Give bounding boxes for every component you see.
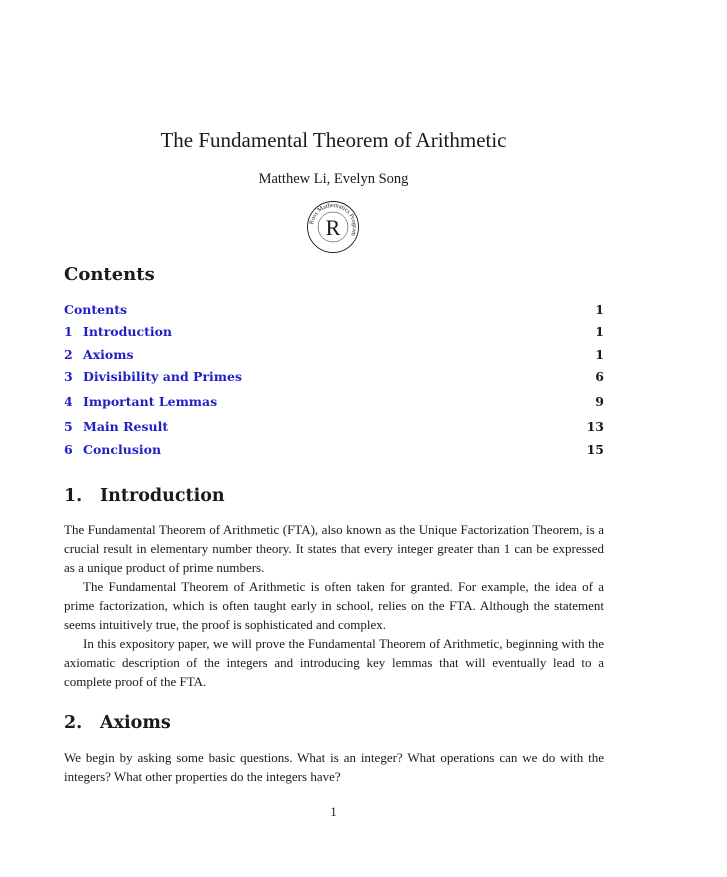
section-number: 2.: [64, 713, 83, 733]
toc-entry-main-result[interactable]: [64, 419, 604, 439]
toc-entry-number: 2: [64, 347, 73, 362]
toc-entry-page: 1: [595, 324, 604, 339]
page-number: 1: [330, 805, 337, 819]
axioms-paragraph-1: We begin by asking some basic questions. What is an integer? What operations can we do with the integers? What other properties do the integers have?: [64, 750, 604, 784]
toc-entry-page: 6: [595, 369, 604, 384]
toc-entry-divisibility[interactable]: [64, 369, 604, 389]
toc-entry-label: Main Result: [83, 419, 169, 434]
paper-title: The Fundamental Theorem of Arithmetic: [160, 128, 507, 152]
intro-paragraph-2: The Fundamental Theorem of Arithmetic is often taken for granted. For example, the idea of a prime factorization, which is often taught early in school, relies on the FTA. Although the statement seems intuitively true, the proof is sophisticated and complex.: [64, 579, 604, 632]
section-heading-axioms: [64, 713, 171, 733]
toc-entry-label: Divisibility and Primes: [83, 369, 242, 384]
toc-entry-page: 1: [595, 347, 604, 362]
section-heading-introduction: [64, 486, 225, 506]
section-number: 1.: [64, 486, 83, 506]
section-title: Axioms: [100, 713, 171, 733]
ross-program-logo: [306, 200, 360, 254]
logo-letter: R: [325, 215, 341, 240]
toc-entry-label: Contents: [64, 302, 128, 317]
toc-entry-page: 9: [595, 394, 604, 409]
toc-entry-page: 15: [586, 442, 604, 457]
toc-entry-introduction[interactable]: [64, 324, 604, 344]
intro-paragraph-1: The Fundamental Theorem of Arithmetic (FTA), also known as the Unique Factorization Theorem, is a crucial result in elementary number theory. It states that every integer greater than 1 can be expressed as a unique product of prime numbers.: [64, 522, 604, 575]
section-title: Introduction: [100, 486, 225, 506]
toc-entry-label: Axioms: [83, 347, 134, 362]
toc-entry-number: 1: [64, 324, 73, 339]
toc-entry-number: 5: [64, 419, 73, 434]
toc-entry-axioms[interactable]: [64, 347, 604, 367]
paper-authors: Matthew Li, Evelyn Song: [258, 171, 409, 187]
toc-entry-label: Important Lemmas: [83, 394, 218, 409]
toc-entry-contents[interactable]: [64, 302, 604, 322]
toc-entry-page: 1: [595, 302, 604, 317]
contents-heading: Contents: [64, 264, 155, 285]
toc-entry-label: Introduction: [83, 324, 173, 339]
intro-paragraph-3: In this expository paper, we will prove the Fundamental Theorem of Arithmetic, beginning with the axiomatic description of the integers and introducing key lemmas that will eventually lead to a complete proof of the FTA.: [64, 636, 604, 689]
toc-entry-page: 13: [586, 419, 604, 434]
toc-entry-lemmas[interactable]: [64, 394, 604, 414]
toc-entry-number: 3: [64, 369, 73, 384]
logo-ring-text: Ross Mathematics Program: [308, 201, 359, 237]
toc-entry-number: 4: [64, 394, 73, 409]
toc-entry-number: 6: [64, 442, 73, 457]
toc-entry-conclusion[interactable]: [64, 442, 604, 462]
toc-entry-label: Conclusion: [83, 442, 162, 457]
